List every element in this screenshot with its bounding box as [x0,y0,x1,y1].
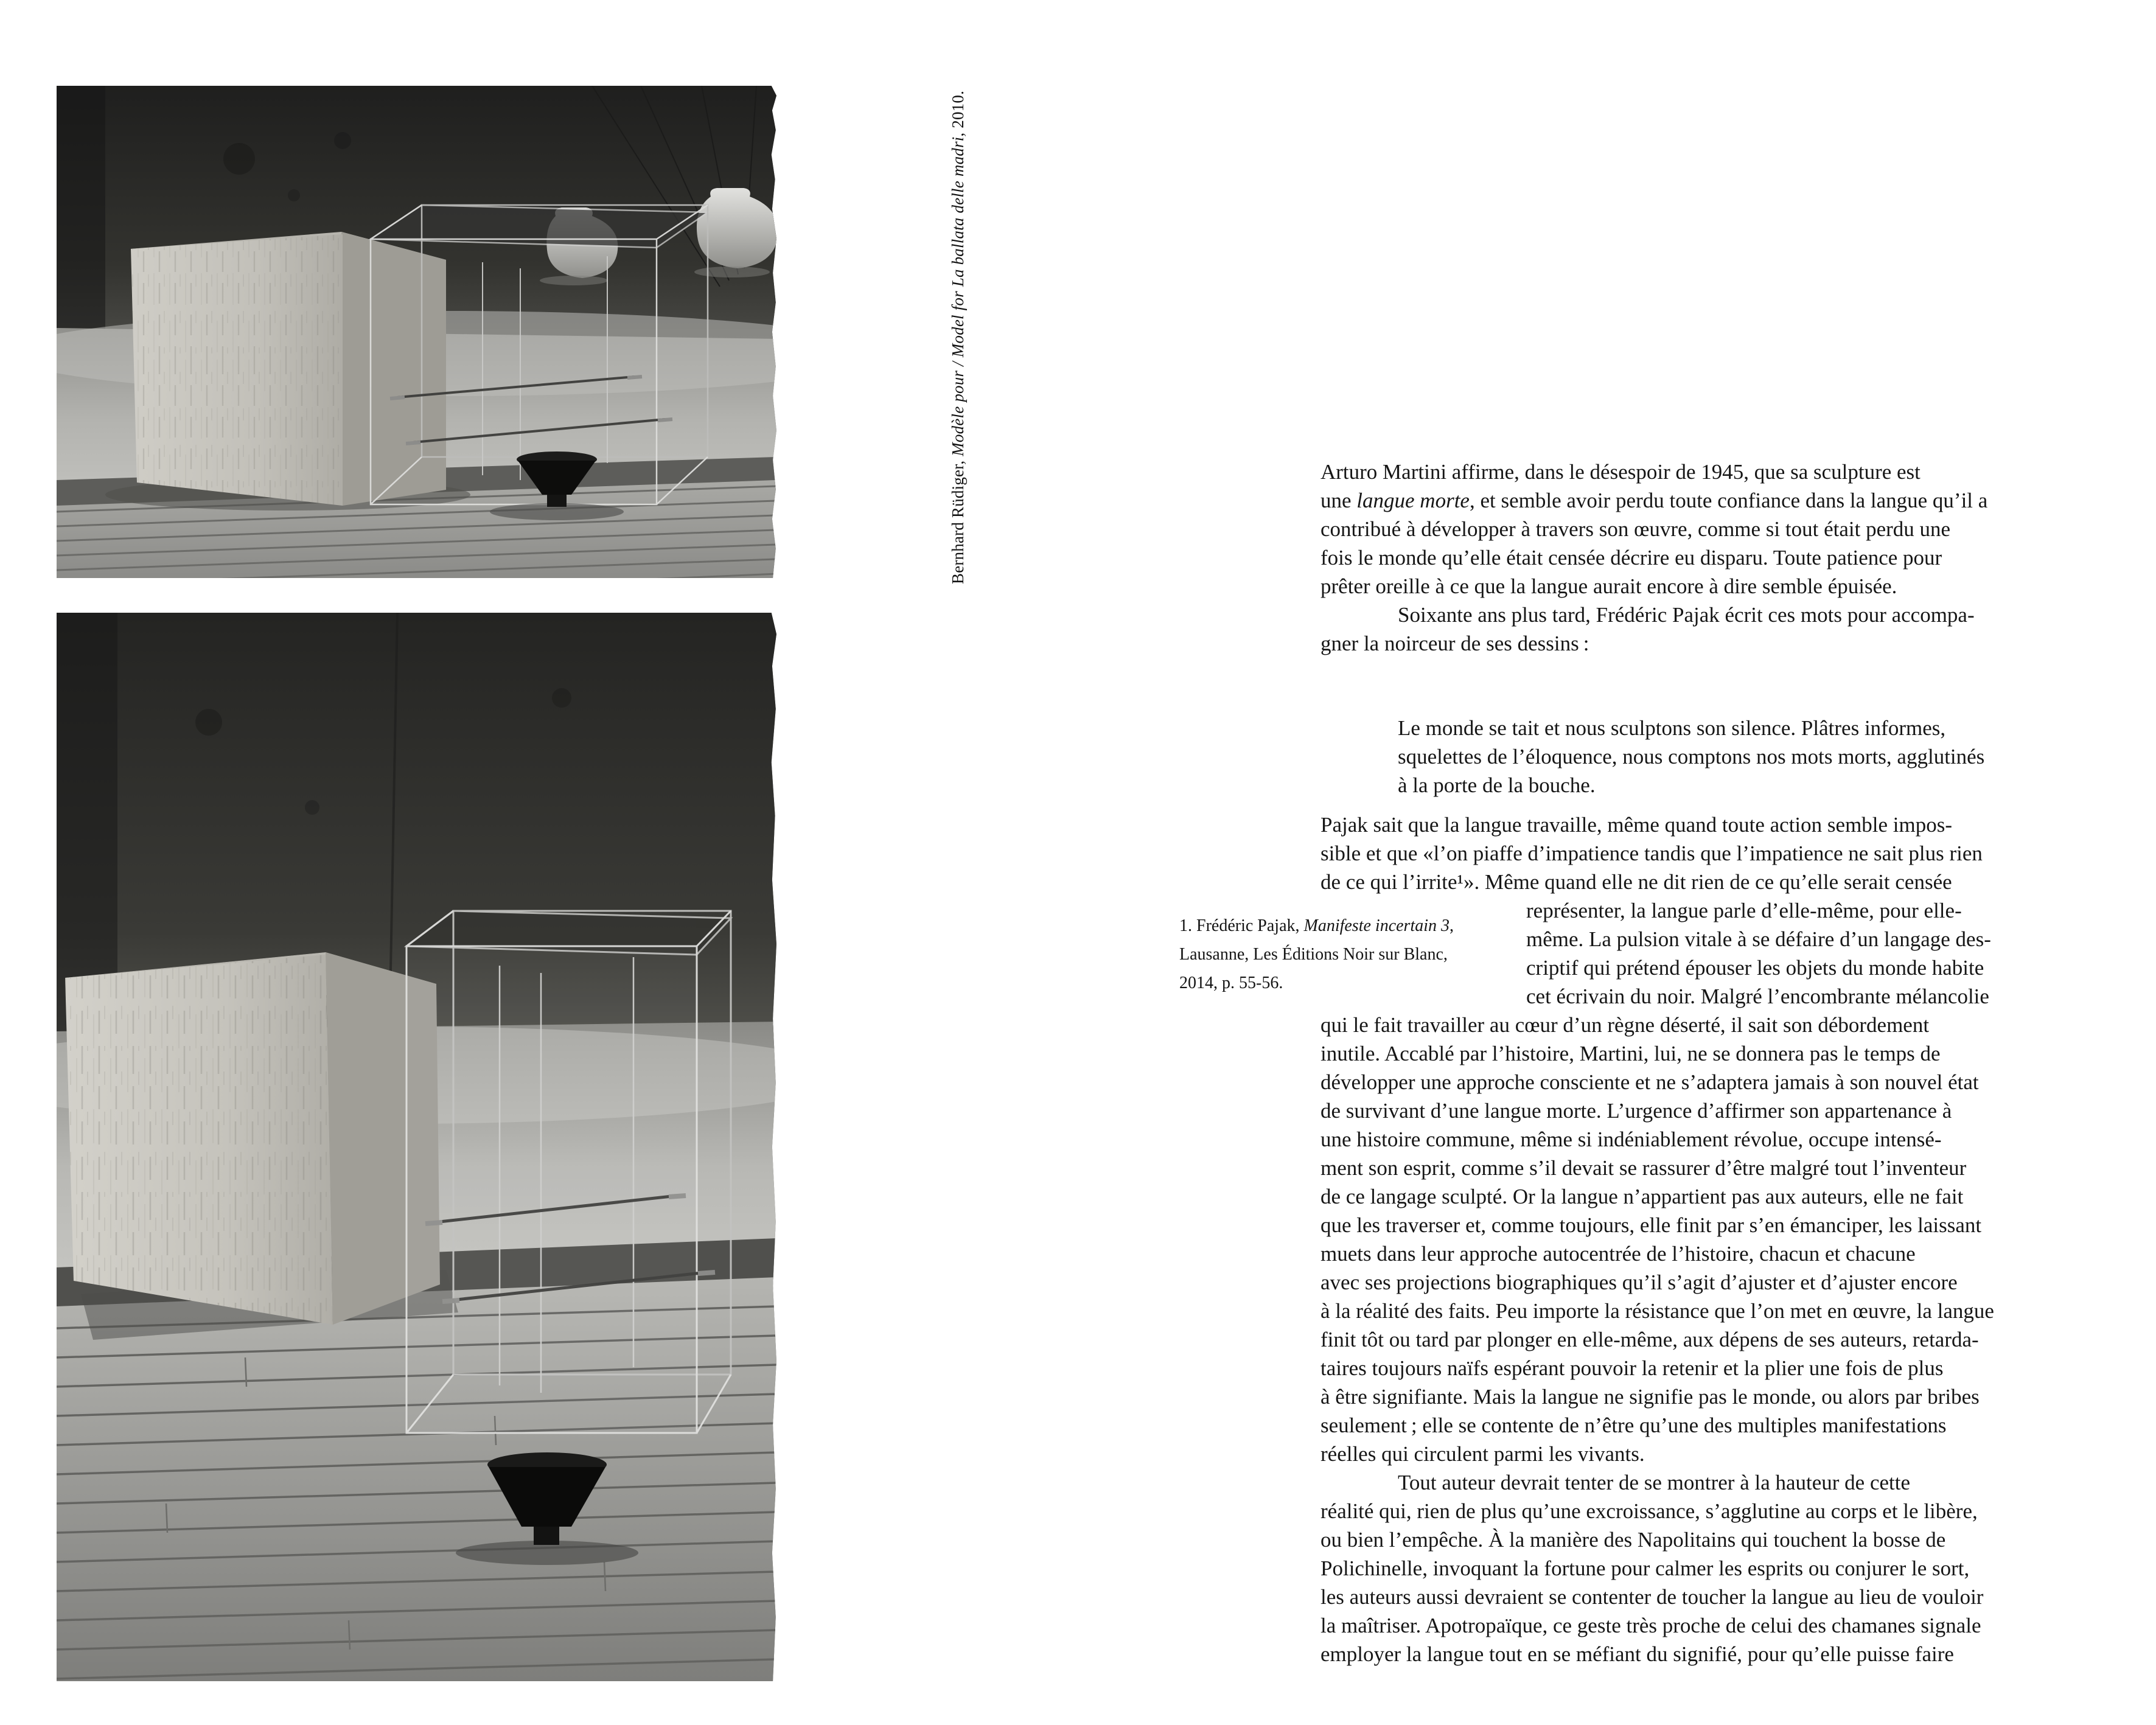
body-line: ment son esprit, comme s’il devait se rassurer d’être malgré tout l’inventeur [1320,1156,1967,1180]
body-line: fois le monde qu’elle était censée décrire eu disparu. Toute patience pour [1320,546,1942,570]
body-line: Pajak sait que la langue travaille, même quand toute action semble impos- [1320,813,1953,837]
body-line: contribué à développer à travers son œuvre, comme si tout était perdu une [1320,517,1951,541]
body-line: employer la langue tout en se méfiant du signifié, pour qu’elle puisse faire [1320,1642,1954,1666]
concrete-block [105,232,470,511]
body-line: inutile. Accablé par l’histoire, Martini, lui, ne se donnera pas le temps de [1320,1042,1941,1065]
body-line: réelles qui circulent parmi les vivants. [1320,1442,1645,1466]
photo-bottom-art [57,613,776,1681]
body-line: squelettes de l’éloquence, nous comptons nos mots morts, agglutinés [1398,745,1985,768]
wall-stain [305,800,319,815]
body-line: qui le fait travailler au cœur d’un règne déserté, il sait son débordement [1320,1013,1930,1037]
body-line: taires toujours naïfs espérant pouvoir la retenir et la plier une fois de plus [1320,1356,1944,1380]
body-line: seulement ; elle se contente de n’être qu’une des multiples manifestations [1320,1413,1947,1437]
footnote-line: 2014, p. 55-56. [1179,974,1283,992]
body-line: gner la noirceur de ses dessins : [1320,632,1589,655]
caption-title-italic: Modèle pour / Model for La ballata delle madri [949,136,967,456]
body-line: représenter, la langue parle d’elle-même, pour elle- [1526,899,1962,922]
photo-top-installation [57,86,776,578]
body-line: Le monde se tait et nous sculptons son silence. Plâtres informes, [1398,716,1946,740]
wall-stain [195,709,222,736]
wall-shadow-left [57,86,105,341]
body-line: de survivant d’une langue morte. L’urgence d’affirmer son appartenance à [1320,1099,1952,1123]
photo-bottom-installation [57,613,776,1681]
photo-top-art [57,86,776,578]
body-line: Polichinelle, invoquant la fortune pour calmer les esprits ou conjurer le sort, [1320,1556,1970,1580]
caption-text: Bernhard Rüdiger, [949,456,967,584]
body-line: développer une approche consciente et ne s’adaptera jamais à son nouvel état [1320,1070,1979,1094]
body-line: ou bien l’empêche. À la manière des Napolitains qui touchent la bosse de [1320,1528,1946,1552]
body-line: cet écrivain du noir. Malgré l’encombrante mélancolie [1526,984,1989,1008]
body-line: de ce langage sculpté. Or la langue n’appartient pas aux auteurs, elle ne fait [1320,1185,1964,1208]
body-line: à la réalité des faits. Peu importe la résistance que l’on met en œuvre, la langue [1320,1299,1994,1323]
body-line: réalité qui, rien de plus qu’une excroissance, s’agglutine au corps et le libère, [1320,1499,1978,1523]
body-line: une histoire commune, même si indéniablement révolue, occupe intensé- [1320,1127,1942,1151]
wall-stain [334,132,351,149]
body-line: sible et que «l’on piaffe d’impatience tandis que l’impatience ne sait plus rien [1320,842,1983,865]
footnote-line: 1. Frédéric Pajak, Manifeste incertain 3, [1179,916,1454,935]
body-line: à la porte de la bouche. [1398,773,1596,797]
essay-text-column [1320,458,2136,1668]
body-line: les auteurs aussi devraient se contenter de toucher la langue au lieu de vouloir [1320,1585,1984,1609]
wall-stain [288,189,300,201]
body-line: à être signifiante. Mais la langue ne signifie pas le monde, ou alors par bribes [1320,1385,1980,1409]
body-line: criptif qui prétend épouser les objets du monde habite [1526,956,1984,980]
wall-stain [552,688,571,708]
caption-text: , 2010. [949,90,967,137]
glass-vitrine [406,911,731,1433]
figure-caption-vertical [947,91,969,584]
body-line: une langue morte, et semble avoir perdu toute confiance dans la langue qu’il a [1320,489,1988,512]
body-line: Tout auteur devrait tenter de se montrer à la hauteur de cette [1398,1471,1911,1494]
body-line: même. La pulsion vitale à se défaire d’un langage des- [1526,927,1991,951]
block-front-texture [65,955,333,1325]
wall-stain [223,143,255,175]
body-line: que les traverser et, comme toujours, elle finit par s’en émanciper, les laissant [1320,1213,1982,1237]
footnote-line: Lausanne, Les Éditions Noir sur Blanc, [1179,945,1448,964]
body-line: avec ses projections biographiques qu’il s’agit d’ajuster et d’ajuster encore [1320,1270,1958,1294]
body-line: Soixante ans plus tard, Frédéric Pajak écrit ces mots pour accompa- [1398,603,1975,627]
body-line: prêter oreille à ce que la langue aurait encore à dire semble épuisée. [1320,574,1897,598]
block-front-texture [131,234,343,506]
glass-sheen [406,946,697,1433]
block-side-face [341,232,446,506]
body-line: de ce qui l’irrite¹». Même quand elle ne dit rien de ce qu’elle serait censée [1320,870,1952,894]
body-line: la maîtriser. Apotropaïque, ce geste très proche de celui des chamanes signale [1320,1614,1981,1637]
body-line: Arturo Martini affirme, dans le désespoir de 1945, que sa sculpture est [1320,460,1921,484]
concrete-block [65,952,458,1340]
body-line: muets dans leur approche autocentrée de l’histoire, chacun et chacune [1320,1242,1916,1266]
body-line: finit tôt ou tard par plonger en elle-même, aux dépens de ses auteurs, retarda- [1320,1328,1979,1351]
margin-footnote [1179,911,1520,997]
